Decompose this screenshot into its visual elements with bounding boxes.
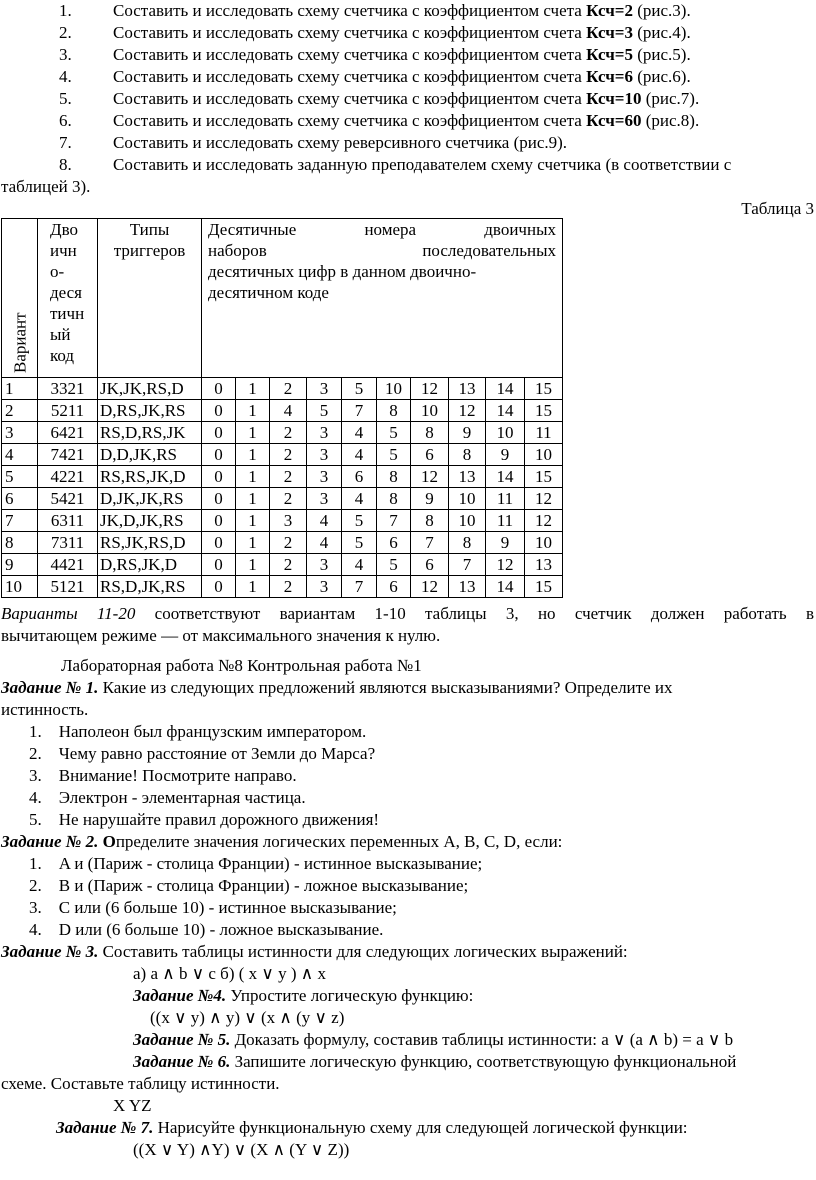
task-suffix: (рис.8).: [641, 111, 700, 130]
decimal-value-cell: 3: [307, 378, 342, 400]
task-number: 5.: [59, 89, 72, 108]
code-cell: 7421: [38, 444, 98, 466]
task1-label: Задание № 1.: [1, 678, 99, 697]
trigger-types-cell: D,D,JK,RS: [98, 444, 202, 466]
variant-number-cell: 7: [2, 510, 38, 532]
task-coefficient: Ксч=60: [586, 111, 642, 130]
variants-note-italic: Варианты 11-20: [1, 604, 136, 623]
task6-label: Задание № 6.: [133, 1052, 231, 1071]
task-text: [113, 132, 567, 154]
code-cell: 4221: [38, 466, 98, 488]
decimal-value-cell: 10: [525, 532, 563, 554]
decimal-value-cell: 1: [236, 532, 270, 554]
decimal-value-cell: 12: [411, 576, 449, 598]
decimal-value-cell: 0: [202, 510, 236, 532]
decimal-value-cell: 6: [342, 466, 377, 488]
decimal-value-cell: 6: [377, 576, 411, 598]
decimal-value-cell: 1: [236, 466, 270, 488]
decimal-value-cell: 3: [307, 554, 342, 576]
decimal-value-cell: 3: [307, 488, 342, 510]
header-code-line: ичн: [50, 241, 77, 260]
variant-number-cell: 8: [2, 532, 38, 554]
decimal-value-cell: 6: [411, 554, 449, 576]
task-item: [0, 44, 816, 66]
decimal-value-cell: 9: [486, 532, 525, 554]
task2-heading: [1, 831, 562, 853]
code-cell: 6421: [38, 422, 98, 444]
decimal-value-cell: 4: [342, 554, 377, 576]
decimal-value-cell: 3: [307, 422, 342, 444]
decimal-value-cell: 0: [202, 532, 236, 554]
decimal-value-cell: 8: [377, 466, 411, 488]
task-coefficient: Ксч=6: [586, 67, 633, 86]
list-item-text: B и (Париж - столица Франции) - ложное высказывание;: [58, 876, 469, 895]
decimal-value-cell: 15: [525, 466, 563, 488]
trigger-types-cell: RS,JK,RS,D: [98, 532, 202, 554]
lab-title: Лабораторная работа №8 Контрольная работа №1: [61, 656, 422, 675]
decimal-value-cell: 7: [449, 554, 486, 576]
decimal-value-cell: 11: [486, 510, 525, 532]
task-text-main: Составить и исследовать схему счетчика с коэффициентом счета: [113, 67, 587, 86]
task6-cont: схеме. Составьте таблицу истинности.: [1, 1074, 280, 1093]
decimal-value-cell: 0: [202, 400, 236, 422]
task8-continuation: таблицей 3).: [1, 177, 91, 196]
task-text-main: Составить и исследовать схему счетчика с коэффициентом счета: [113, 23, 587, 42]
list-item-text: Внимание! Посмотрите направо.: [58, 766, 297, 785]
task-coefficient: Ксч=5: [586, 45, 633, 64]
list-item: 2. Чему равно расстояние от Земли до Марса?: [29, 744, 376, 763]
table-header-row: [2, 219, 563, 378]
decimal-value-cell: 14: [486, 466, 525, 488]
task-suffix: (рис.6).: [632, 67, 691, 86]
variant-number-cell: 6: [2, 488, 38, 510]
table-row: [2, 378, 563, 400]
trigger-types-cell: RS,RS,JK,D: [98, 466, 202, 488]
decimal-value-cell: 0: [202, 488, 236, 510]
decimal-value-cell: 14: [486, 378, 525, 400]
decimal-value-cell: 2: [270, 378, 307, 400]
decimal-value-cell: 8: [411, 422, 449, 444]
task-number: 4.: [59, 67, 72, 86]
decimal-value-cell: 15: [525, 400, 563, 422]
variants-note-line2: вычитающем режиме — от максимального значения к нулю.: [1, 626, 441, 645]
decimal-value-cell: 10: [525, 444, 563, 466]
decimal-value-cell: 1: [236, 378, 270, 400]
task5-text: Доказать формулу, составив таблицы истинности: a ∨ (a ∧ b) = a ∨ b: [230, 1030, 734, 1049]
decimal-value-cell: 8: [377, 488, 411, 510]
header-decimal-line: наборов последовательных: [208, 241, 556, 260]
task7-expression: ((X ∨ Y) ∧Y) ∨ (X ∧ (Y ∨ Z)): [133, 1140, 350, 1159]
list-item-text: Наполеон был французским императором.: [58, 722, 367, 741]
decimal-value-cell: 4: [307, 510, 342, 532]
task-text-main: Составить и исследовать схему реверсивного счетчика (рис.9).: [113, 133, 568, 152]
list-item-text: Электрон - элементарная частица.: [58, 788, 306, 807]
decimal-value-cell: 2: [270, 576, 307, 598]
header-code-line: Дво: [50, 220, 79, 239]
task-text: [113, 22, 691, 44]
decimal-value-cell: 0: [202, 378, 236, 400]
task3-label: Задание № 3.: [1, 942, 99, 961]
list-item: 3. C или (6 больше 10) - истинное высказывание;: [29, 898, 397, 917]
task1-text: Какие из следующих предложений являются высказываниями? Определите их: [98, 678, 673, 697]
header-decimal-line: десятичных цифр в данном двоично-: [208, 262, 477, 281]
task4-expression: ((x ∨ y) ∧ y) ∨ (x ∧ (y ∨ z): [150, 1008, 345, 1027]
task1-cont: истинность.: [1, 700, 89, 719]
table-body: [2, 378, 563, 598]
decimal-value-cell: 6: [411, 444, 449, 466]
list-item: 4. D или (6 больше 10) - ложное высказывание.: [29, 920, 384, 939]
task-text: [113, 0, 691, 22]
decimal-value-cell: 7: [342, 400, 377, 422]
decimal-value-cell: 5: [377, 422, 411, 444]
decimal-value-cell: 4: [342, 488, 377, 510]
header-types-cell: [98, 219, 202, 378]
task2-bold-letter: О: [98, 832, 116, 851]
decimal-value-cell: 0: [202, 444, 236, 466]
trigger-types-cell: D,RS,JK,RS: [98, 400, 202, 422]
task-text-main: Составить и исследовать схему счетчика с коэффициентом счета: [113, 45, 587, 64]
variant-number-cell: 10: [2, 576, 38, 598]
task3-heading: [1, 941, 628, 963]
decimal-value-cell: 4: [270, 400, 307, 422]
header-decimal-line: Десятичные номера двоичных: [208, 220, 556, 239]
task-coefficient: Ксч=2: [586, 1, 633, 20]
decimal-value-cell: 13: [525, 554, 563, 576]
table-row: [2, 422, 563, 444]
decimal-value-cell: 12: [525, 488, 563, 510]
decimal-value-cell: 1: [236, 422, 270, 444]
decimal-value-cell: 10: [486, 422, 525, 444]
task-text-main: Составить и исследовать схему счетчика с коэффициентом счета: [113, 1, 587, 20]
decimal-value-cell: 10: [449, 488, 486, 510]
list-item: 4. Электрон - элементарная частица.: [29, 788, 306, 807]
decimal-value-cell: 15: [525, 378, 563, 400]
variants-note-text: соответствуют вариантам 1-10 таблицы 3, но счетчик должен работать в: [135, 604, 814, 623]
decimal-value-cell: 3: [307, 466, 342, 488]
decimal-value-cell: 5: [307, 400, 342, 422]
decimal-value-cell: 7: [411, 532, 449, 554]
task6-text: Запишите логическую функцию, соответствующую функциональной: [230, 1052, 737, 1071]
decimal-value-cell: 12: [411, 378, 449, 400]
header-types-line: Типы: [129, 220, 170, 239]
task-text-main: Составить и исследовать схему счетчика с коэффициентом счета: [113, 89, 587, 108]
decimal-value-cell: 9: [449, 422, 486, 444]
task-number: 7.: [59, 133, 72, 152]
header-types-line: триггеров: [113, 241, 186, 260]
code-cell: 5121: [38, 576, 98, 598]
task-number: 2.: [59, 23, 72, 42]
list-item-text: D или (6 больше 10) - ложное высказывание.: [58, 920, 384, 939]
decimal-value-cell: 4: [307, 532, 342, 554]
decimal-value-cell: 0: [202, 576, 236, 598]
task6-variables: X YZ: [113, 1096, 152, 1115]
decimal-value-cell: 3: [307, 444, 342, 466]
decimal-value-cell: 2: [270, 488, 307, 510]
variant-number-cell: 2: [2, 400, 38, 422]
task3-expression: а) a ∧ b ∨ c б) ( x ∨ y ) ∧ x: [133, 964, 326, 983]
decimal-value-cell: 2: [270, 444, 307, 466]
decimal-value-cell: 10: [377, 378, 411, 400]
task6-heading: [133, 1051, 736, 1073]
decimal-value-cell: 12: [449, 400, 486, 422]
table-row: [2, 576, 563, 598]
variant-number-cell: 5: [2, 466, 38, 488]
decimal-value-cell: 8: [449, 444, 486, 466]
decimal-value-cell: 8: [411, 510, 449, 532]
table-row: [2, 510, 563, 532]
variant-number-cell: 9: [2, 554, 38, 576]
decimal-value-cell: 5: [342, 532, 377, 554]
decimal-value-cell: 13: [449, 466, 486, 488]
decimal-value-cell: 2: [270, 422, 307, 444]
task4-text: Упростите логическую функцию:: [226, 986, 474, 1005]
decimal-value-cell: 0: [202, 554, 236, 576]
table-row: [2, 554, 563, 576]
decimal-value-cell: 5: [377, 444, 411, 466]
task-text: [113, 110, 699, 132]
decimal-value-cell: 11: [486, 488, 525, 510]
list-item: 1. Наполеон был французским императором.: [29, 722, 367, 741]
header-code-line: код: [50, 346, 75, 365]
decimal-value-cell: 1: [236, 576, 270, 598]
task2-text: пределите значения логических переменных A, B, C, D, если:: [115, 832, 563, 851]
list-item: 5. Не нарушайте правил дорожного движения!: [29, 810, 380, 829]
task-coefficient: Ксч=10: [586, 89, 642, 108]
header-code-cell: [38, 219, 98, 378]
task-text: [113, 44, 691, 66]
task-coefficient: Ксч=3: [586, 23, 633, 42]
task-item: [0, 110, 816, 132]
trigger-types-cell: RS,D,RS,JK: [98, 422, 202, 444]
task4-heading: [133, 985, 473, 1007]
task-text: [113, 154, 731, 176]
decimal-value-cell: 2: [270, 532, 307, 554]
decimal-value-cell: 11: [525, 422, 563, 444]
task-text-main: Составить и исследовать схему счетчика с коэффициентом счета: [113, 111, 587, 130]
decimal-value-cell: 1: [236, 444, 270, 466]
task-suffix: (рис.4).: [632, 23, 691, 42]
decimal-value-cell: 1: [236, 554, 270, 576]
decimal-value-cell: 12: [411, 466, 449, 488]
decimal-value-cell: 2: [270, 466, 307, 488]
code-cell: 7311: [38, 532, 98, 554]
table-caption: Таблица 3: [741, 199, 814, 218]
task-item: [0, 88, 816, 110]
decimal-value-cell: 8: [377, 400, 411, 422]
task3-text: Составить таблицы истинности для следующих логических выражений:: [98, 942, 628, 961]
task7-text: Нарисуйте функциональную схему для следующей логической функции:: [153, 1118, 688, 1137]
decimal-value-cell: 1: [236, 488, 270, 510]
decimal-value-cell: 1: [236, 510, 270, 532]
task-number: 1.: [59, 1, 72, 20]
trigger-types-cell: JK,JK,RS,D: [98, 378, 202, 400]
task-text: [113, 66, 691, 88]
trigger-types-cell: JK,D,JK,RS: [98, 510, 202, 532]
decimal-value-cell: 6: [377, 532, 411, 554]
decimal-value-cell: 7: [377, 510, 411, 532]
variant-number-cell: 3: [2, 422, 38, 444]
table-row: [2, 400, 563, 422]
decimal-value-cell: 5: [342, 378, 377, 400]
list-item: 2. B и (Париж - столица Франции) - ложное высказывание;: [29, 876, 469, 895]
table-row: [2, 488, 563, 510]
table-row: [2, 532, 563, 554]
task-suffix: (рис.5).: [632, 45, 691, 64]
decimal-value-cell: 3: [307, 576, 342, 598]
list-item-text: Чему равно расстояние от Земли до Марса?: [58, 744, 376, 763]
decimal-value-cell: 9: [411, 488, 449, 510]
task-item: [0, 22, 816, 44]
decimal-value-cell: 10: [449, 510, 486, 532]
task-item: [0, 132, 816, 154]
decimal-value-cell: 13: [449, 378, 486, 400]
header-variant-cell: [2, 219, 38, 378]
trigger-types-cell: D,JK,JK,RS: [98, 488, 202, 510]
decimal-value-cell: 15: [525, 576, 563, 598]
code-cell: 3321: [38, 378, 98, 400]
list-item: 1. A и (Париж - столица Франции) - истинное высказывание;: [29, 854, 483, 873]
task-number: 3.: [59, 45, 72, 64]
decimal-value-cell: 5: [377, 554, 411, 576]
decimal-value-cell: 4: [342, 444, 377, 466]
decimal-value-cell: 4: [342, 422, 377, 444]
task-item: [0, 154, 816, 176]
code-cell: 5421: [38, 488, 98, 510]
header-code-line: деся: [50, 283, 82, 302]
table-row: [2, 466, 563, 488]
task5-label: Задание № 5.: [133, 1030, 231, 1049]
decimal-value-cell: 12: [525, 510, 563, 532]
table-row: [2, 444, 563, 466]
variant-number-cell: 1: [2, 378, 38, 400]
code-cell: 6311: [38, 510, 98, 532]
task7-heading: [56, 1117, 688, 1139]
decimal-value-cell: 5: [342, 510, 377, 532]
variants-note: [1, 603, 814, 625]
task4-label: Задание №4.: [133, 986, 227, 1005]
header-code-line: о-: [50, 262, 65, 281]
variant-number-cell: 4: [2, 444, 38, 466]
task2-label: Задание № 2.: [1, 832, 99, 851]
decimal-value-cell: 12: [486, 554, 525, 576]
header-code-line: тичн: [50, 304, 85, 323]
task5-heading: [133, 1029, 733, 1051]
decimal-value-cell: 9: [486, 444, 525, 466]
list-item-text: C или (6 больше 10) - истинное высказывание;: [58, 898, 397, 917]
header-variant: Вариант: [10, 312, 29, 373]
decimal-value-cell: 2: [270, 554, 307, 576]
decimal-value-cell: 8: [449, 532, 486, 554]
decimal-value-cell: 0: [202, 466, 236, 488]
task-suffix: (рис.3).: [632, 1, 691, 20]
task-number: 8.: [59, 155, 72, 174]
task-text: [113, 88, 699, 110]
task-suffix: (рис.7).: [641, 89, 700, 108]
list-item: 3. Внимание! Посмотрите направо.: [29, 766, 297, 785]
decimal-value-cell: 10: [411, 400, 449, 422]
task7-label: Задание № 7.: [56, 1118, 154, 1137]
task-number: 6.: [59, 111, 72, 130]
header-decimal-line: десятичном коде: [208, 283, 329, 302]
decimal-value-cell: 14: [486, 400, 525, 422]
task-text-main: Составить и исследовать заданную преподавателем схему счетчика (в соответствии с: [113, 155, 732, 174]
decimal-value-cell: 0: [202, 422, 236, 444]
task-item: [0, 66, 816, 88]
trigger-types-cell: D,RS,JK,D: [98, 554, 202, 576]
list-item-text: Не нарушайте правил дорожного движения!: [58, 810, 380, 829]
task1-heading: [1, 677, 672, 699]
task-item: [0, 0, 816, 22]
decimal-value-cell: 13: [449, 576, 486, 598]
variants-table: [1, 218, 563, 598]
decimal-value-cell: 7: [342, 576, 377, 598]
variants-note-line1: [1, 603, 814, 625]
header-code-line: ый: [50, 325, 71, 344]
code-cell: 5211: [38, 400, 98, 422]
decimal-value-cell: 3: [270, 510, 307, 532]
list-item-text: A и (Париж - столица Франции) - истинное высказывание;: [58, 854, 483, 873]
trigger-types-cell: RS,D,JK,RS: [98, 576, 202, 598]
decimal-value-cell: 14: [486, 576, 525, 598]
code-cell: 4421: [38, 554, 98, 576]
header-decimal-cell: [202, 219, 563, 378]
decimal-value-cell: 1: [236, 400, 270, 422]
